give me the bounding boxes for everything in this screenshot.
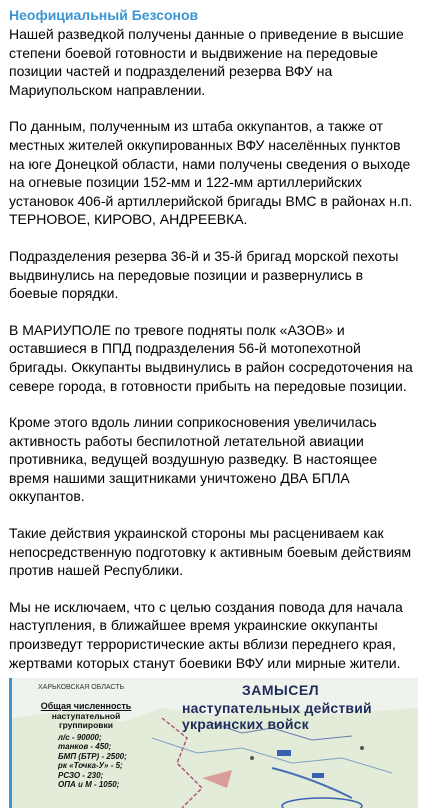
message-paragraph-2: По данным, полученным из штаба оккупантов, а также от местных жителей оккупированных ВФУ населённых пунктов на юге Донецкой области, нами получены сведения о выходе на огневые позиции 152-мм и 122-мм артиллерийских установок 406-й артиллерийской бригады ВМС в районах н.п. ТЕРНОВОЕ, КИРОВО, АНДРЕЕВКА. — [9, 118, 413, 228]
legend-row-tochka: рк «Точка-У» - 5; — [58, 761, 123, 771]
message-paragraph-4: В МАРИУПОЛЕ по тревоге подняты полк «АЗОВ» и оставшиеся в ППД подразделения 56-й мотопехотной бригады. Оккупанты выдвинулись в район сосредоточения на севере города, в готовности прибыть на передовые позиции. — [9, 321, 413, 394]
legend-heading: Общая численность — [40, 701, 132, 712]
legend-subheading: наступательной группировки — [51, 710, 121, 731]
message-paragraph-3: Подразделения резерва 36-й и 35-й бригад морской пехоты выдвинулись на передовые позиции и развернулись в боевые порядки. — [9, 247, 399, 302]
map-image-attachment[interactable] — [9, 678, 418, 808]
legend-row-mlrs: РСЗО - 230; — [58, 770, 104, 780]
legend-row-personnel: л/с - 90000; — [58, 732, 102, 742]
map-legend — [30, 702, 142, 790]
legend-row-tanks: танков - 450; — [58, 742, 112, 752]
message-paragraph-6: Такие действия украинской стороны мы расцениваем как непосредственную подготовку к активным боевым действиям против нашей Республики. — [9, 525, 412, 579]
message-paragraph-7: Мы не исключаем, что с целью создания повода для начала наступления, в ближайшее время украинские оккупанты произведут террористические акты вблизи переднего края, жертвами которых станут боевики ВФУ или мирные жители. — [9, 598, 403, 671]
map-region-label: ХАРЬКОВСКАЯ ОБЛАСТЬ — [38, 684, 125, 692]
legend-row-ifv: БМП (БТР) - 2500; — [58, 751, 127, 761]
channel-name-link[interactable]: Неофициальный Безсонов — [9, 7, 199, 23]
message-paragraph-5: Кроме этого вдоль линии соприкосновения увеличилась активность работы беспилотной летательной авиации противника, ведущей воздушную разведку. В настоящее время нашими защитниками уничтожено ДВА БПЛА оккупантов. — [9, 414, 378, 505]
map-title-line-2: наступательных действий украинских войск — [182, 700, 372, 733]
map-title — [182, 682, 412, 732]
message-paragraph-1: Нашей разведкой получены данные о приведение в высшие степени боевой готовности и выдвижение на передовые позиции частей и подразделений резерва ВФУ на Мариупольском направлении. — [9, 26, 404, 98]
legend-row-artillery: ОПА и М - 1050; — [58, 780, 120, 790]
map-title-line-1: ЗАМЫСЕЛ — [242, 682, 320, 699]
